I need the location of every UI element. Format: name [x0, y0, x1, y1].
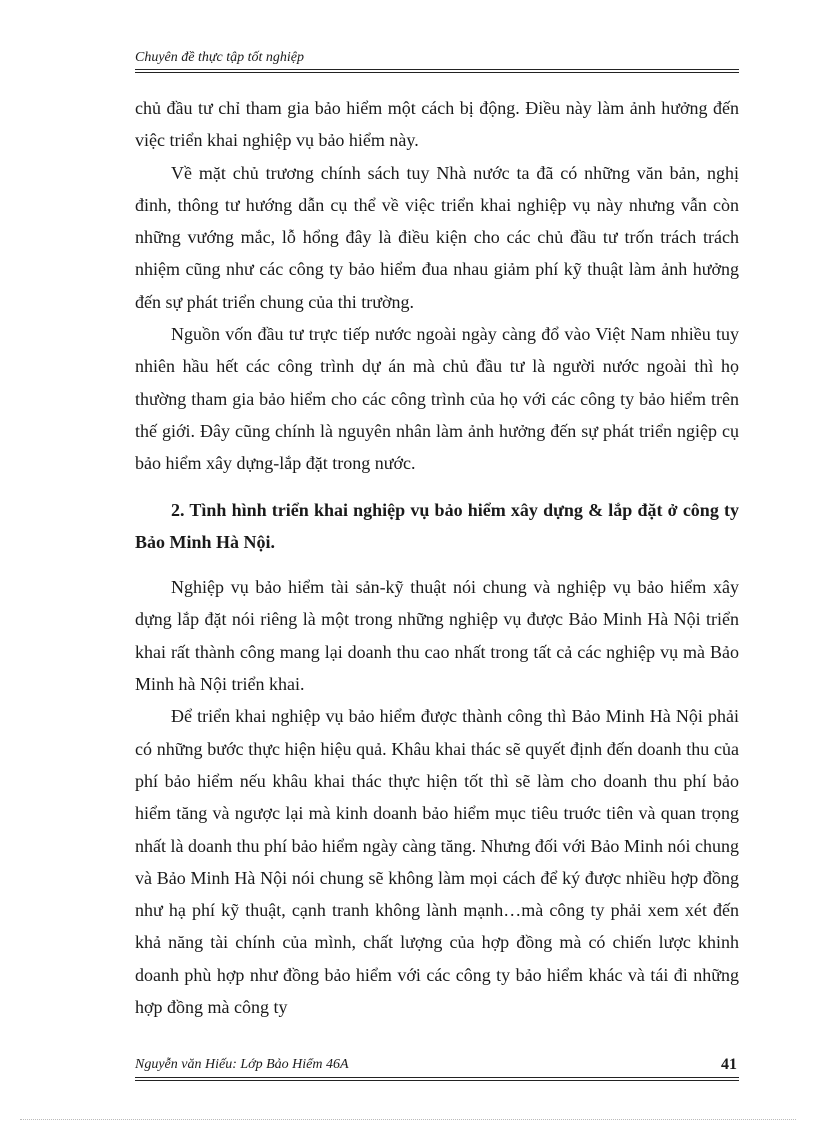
paragraph-implementation: Để triển khai nghiệp vụ bảo hiểm được thành công thì Bảo Minh Hà Nội phải có những bước thực hiện hiệu quả. Khâu khai thác sẽ quyết định đến doanh thu của phí bảo hiểm nếu khâu khai thác thực hiện tốt thì sẽ làm cho doanh thu phí bảo hiểm tăng và ngược lại mà kinh doanh bảo hiểm mục tiêu truớc tiên và quan trọng nhất là doanh thu phí bảo hiểm ngày càng tăng. Nhưng đối với Bảo Minh nói chung và Bảo Minh Hà Nội nói chung sẽ không làm mọi cách để ký được nhiều hợp đồng như hạ phí kỹ thuật, cạnh tranh không lành mạnh…mà công ty phải xem xét đến khả năng tài chính của mình, chất lượng của hợp đồng mà có chiến lược khinh doanh phù hợp như đồng bảo hiểm với các công ty bảo hiểm khác và tái đi những hợp đồng mà công ty — [135, 706, 739, 1018]
paragraph-fdi: Nguồn vốn đầu tư trực tiếp nước ngoài ngày càng đổ vào Việt Nam nhiều tuy nhiên hầu hết các công trình dự án mà chủ đầu tư là người nước ngoài thì họ thường tham gia bảo hiểm cho các công trình của họ với các công ty bảo hiểm trên thế giới. Đây cũng chính là nguyên nhân làm ảnh hưởng đến sự phát triển ngiệp cụ bảo hiểm xây dựng-lắp đặt trong nước. — [135, 324, 739, 474]
document-body — [135, 92, 739, 1023]
page-number: 41 — [721, 1056, 737, 1073]
footer-author: Nguyễn văn Hiếu: Lớp Bảo Hiểm 46A — [135, 1057, 349, 1072]
paragraph-continuation: chủ đầu tư chỉ tham gia bảo hiểm một cách bị động. Điều này làm ảnh hưởng đến việc triển khai nghiệp vụ bảo hiểm này. — [135, 98, 739, 151]
paragraph-overview: Nghiệp vụ bảo hiểm tài sản-kỹ thuật nói chung và nghiệp vụ bảo hiểm xây dựng lắp đặt nói riêng là một trong những nghiệp vụ được Bảo Minh Hà Nội triển khai rất thành công mang lại doanh thu cao nhất trong tất cả các nghiệp vụ mà Bảo Minh hà Nội triển khai. — [135, 577, 739, 695]
page-header-title: Chuyên đề thực tập tốt nghiệp — [135, 50, 304, 65]
page-edge-divider — [20, 1119, 796, 1120]
section-heading: 2. Tình hình triển khai nghiệp vụ bảo hiểm xây dựng & lắp đặt ở công ty Bảo Minh Hà Nội. — [135, 499, 739, 552]
footer-divider — [135, 1077, 739, 1081]
header-divider — [135, 69, 739, 73]
paragraph-policy: Về mặt chủ trương chính sách tuy Nhà nước ta đã có những văn bản, nghị đinh, thông tư hướng dẫn cụ thể về việc triển khai nghiệp vụ này nhưng vẫn còn những vướng mắc, lỗ hổng đây là điều kiện cho các chủ đầu tư trốn trách trách nhiệm cũng như các công ty bảo hiểm đua nhau giảm phí kỹ thuật làm ảnh hưởng đến sự phát triển chung của thi trường. — [135, 162, 739, 312]
